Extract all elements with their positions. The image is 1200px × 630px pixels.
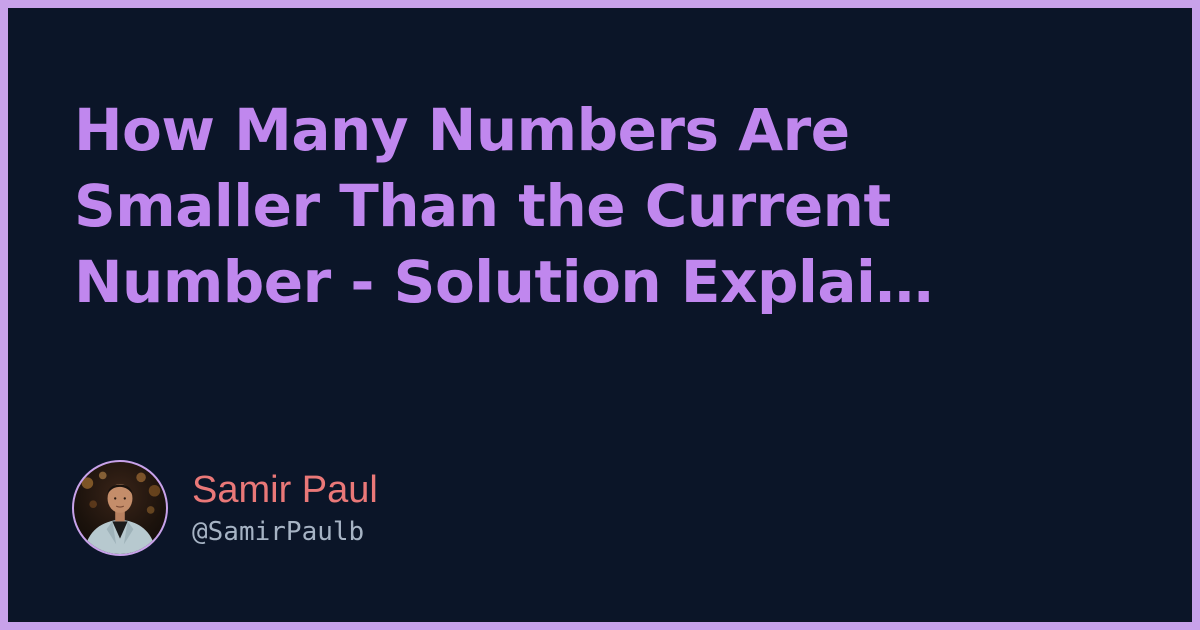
avatar xyxy=(72,460,168,556)
author-block xyxy=(72,459,378,557)
author-name: Samir Paul xyxy=(192,469,378,511)
post-title xyxy=(74,92,1054,320)
title-line-2: Smaller Than the Current xyxy=(74,172,891,240)
title-line-3: Number - Solution Explai… xyxy=(74,248,933,316)
profile-photo-icon xyxy=(74,462,166,554)
author-text xyxy=(192,468,378,548)
author-handle: @SamirPaulb xyxy=(192,517,365,547)
title-line-1: How Many Numbers Are xyxy=(74,96,850,164)
social-card xyxy=(8,8,1192,622)
